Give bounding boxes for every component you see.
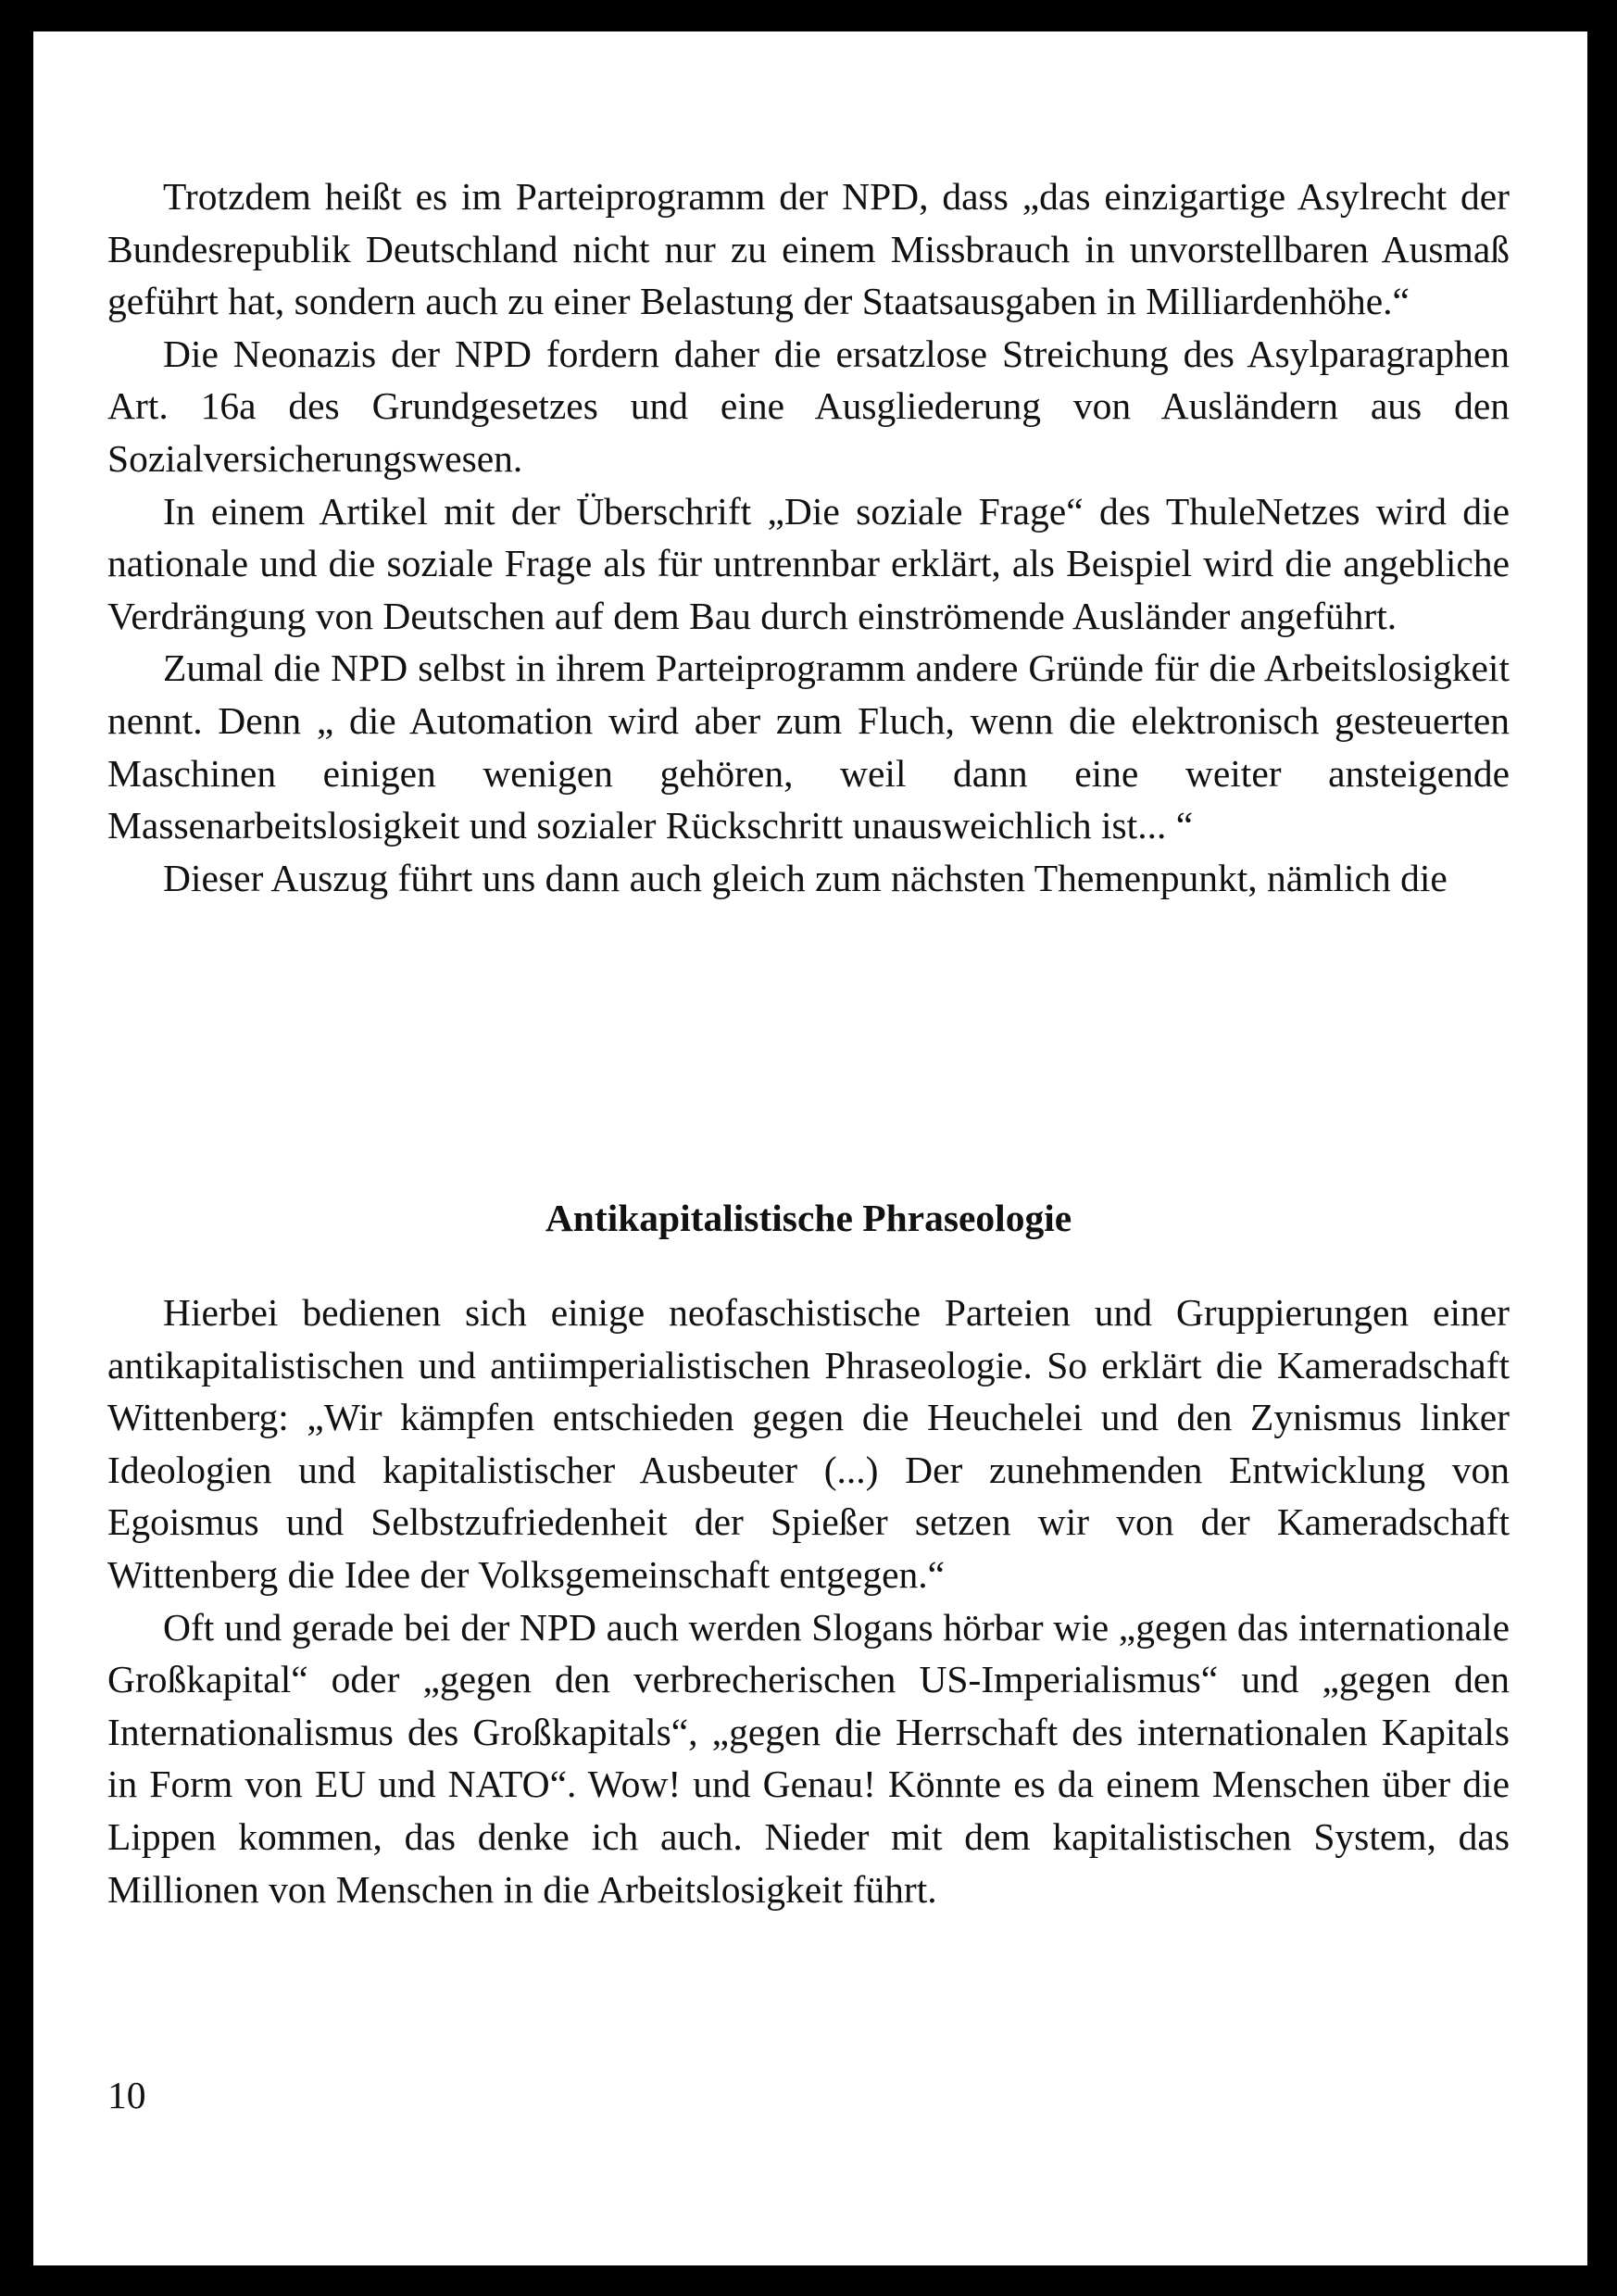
paragraph: Zumal die NPD selbst in ihrem Parteiprogramm andere Gründe für die Arbeitslosigkeit nennt. Denn „ die Automation wird aber zum Fluch, wenn die elektronisch gesteuerten Maschinen einigen wenigen gehören, weil dann eine weiter ansteigende Massenarbeitslosigkeit und sozialer Rückschritt unausweichlich ist... “ [107, 646, 1510, 847]
paragraph: Die Neonazis der NPD fordern daher die ersatzlose Streichung des Asylparagraphen Art. 16a des Grundgesetzes und eine Ausgliederung von Ausländern aus den Sozialversicherungswesen. [107, 332, 1510, 480]
page-number: 10 [107, 2074, 146, 2116]
paragraph: Oft und gerade bei der NPD auch werden Slogans hörbar wie „gegen das internationale Großkapital“ oder „gegen den verbrecherischen US-Imperialismus“ und „gegen den Internationalismus des Großkapitals“, „gegen die Herrschaft des internationalen Kapitals in Form von EU und NATO“. Wow! und Genau! Könnte es da einem Menschen über die Lippen kommen, das denke ich auch. Nieder mit dem kapitalistischen System, das Millionen von Menschen in die Arbeitslosigkeit führt. [107, 1605, 1510, 1911]
document-page [33, 31, 1587, 2265]
body-text-bottom [107, 1286, 1510, 1915]
paragraph: Trotzdem heißt es im Parteiprogramm der NPD, dass „das einzigartige Asylrecht der Bundesrepublik Deutschland nicht nur zu einem Missbrauch in unvorstellbaren Ausmaß geführt hat, sondern auch zu einer Belastung der Staatsausgaben in Milliardenhöhe.“ [107, 175, 1510, 323]
paragraph: In einem Artikel mit der Überschrift „Die soziale Frage“ des ThuleNetzes wird die nationale und die soziale Frage als für untrennbar erklärt, als Beispiel wird die angebliche Verdrängung von Deutschen auf dem Bau durch einströmende Ausländer angeführt. [107, 489, 1510, 637]
paragraph: Dieser Auszug führt uns dann auch gleich zum nächsten Themenpunkt, nämlich die [163, 856, 1448, 899]
section-heading: Antikapitalistische Phraseologie [545, 1197, 1072, 1239]
paragraph: Hierbei bedienen sich einige neofaschistische Parteien und Gruppierungen einer antikapitalistischen und antiimperialistischen Phraseologie. So erklärt die Kameradschaft Wittenberg: „Wir kämpfen entschieden gegen die Heuchelei und den Zynismus linker Ideologien und kapitalistischer Ausbeuter (...) Der zunehmenden Entwicklung von Egoismus und Selbstzufriedenheit der Spießer setzen wir von der Kameradschaft Wittenberg die Idee der Volksgemeinschaft entgegen.“ [107, 1291, 1510, 1596]
body-text-top [107, 170, 1510, 904]
